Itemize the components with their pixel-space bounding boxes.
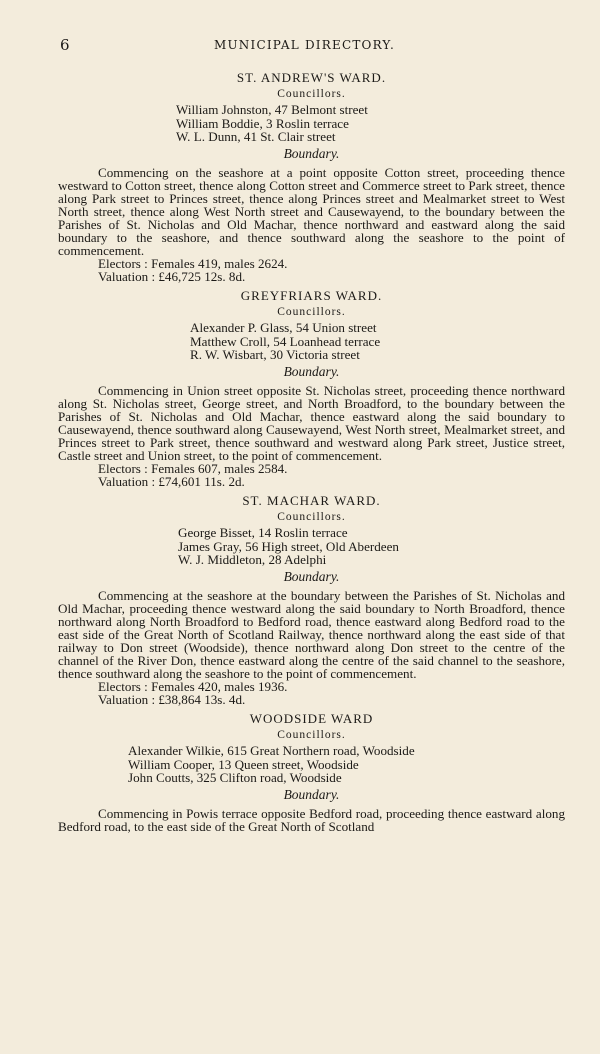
councillor-entry: Alexander Wilkie, 615 Great Northern road, Woodside	[128, 743, 415, 759]
running-title: MUNICIPAL DIRECTORY.	[214, 38, 396, 52]
boundary-description: Commencing in Powis terrace opposite Bedford road, proceeding thence eastward along Bedford road, to the east side of the Great North of Scotland	[58, 805, 565, 834]
page-number: 6	[60, 36, 70, 54]
ward-title: GREYFRIARS WARD.	[240, 288, 383, 304]
valuation-line: Valuation : £46,725 12s. 8d.	[98, 269, 246, 285]
councillors-heading: Councillors.	[277, 306, 346, 319]
electors-line: Electors : Females 420, males 1936.	[98, 679, 288, 695]
ward-section-st-andrews	[58, 70, 565, 283]
councillor-list	[58, 103, 565, 144]
councillor-entry: W. J. Middleton, 28 Adelphi	[178, 552, 327, 568]
valuation-line: Valuation : £74,601 11s. 2d.	[98, 474, 245, 490]
valuation-line: Valuation : £38,864 13s. 4d.	[98, 692, 246, 708]
ward-section-woodside	[58, 711, 565, 833]
councillor-entry: William Cooper, 13 Queen street, Woodside	[128, 756, 359, 772]
councillor-entry: W. L. Dunn, 41 St. Clair street	[176, 129, 336, 144]
boundary-description: Commencing at the seashore at the boundary between the Parishes of St. Nicholas and Old Machar, proceeding thence westward along the said boundary to North Broadford, thence northward along North Broadford to Bedford road, thence eastward along Bedford road to the east side of the Great North of Scotland Railway, thence northward along the east side of that railway to Don street (Woodside), thence northward along Don street to the centre of the channel of the River Don, thence eastward along the centre of the said channel to the seashore, thence southward along the seashore to the point of commencement.	[58, 587, 565, 682]
boundary-description: Commencing on the seashore at a point opposite Cotton street, proceeding thence westward to Cotton street, thence along Cotton street and Commerce street to Park street, thence along Park street to Princes street, thence along Princes street and Mealmarket street to West North street, thence along West North street and Causewayend, to the boundary between the Parishes of St. Nicholas and Old Machar, thence northward and eastward along the said boundary to the seashore, and thence southward along the seashore to the point of commencement.	[58, 164, 565, 259]
councillor-list	[58, 744, 565, 785]
councillor-entry: Matthew Croll, 54 Loanhead terrace	[190, 333, 381, 349]
page-content	[58, 70, 565, 838]
boundary-heading: Boundary.	[283, 363, 340, 379]
councillor-entry: William Boddie, 3 Roslin terrace	[176, 115, 349, 131]
boundary-heading: Boundary.	[283, 786, 340, 802]
councillors-heading: Councillors.	[277, 511, 346, 524]
councillor-list	[58, 526, 565, 567]
boundary-description: Commencing in Union street opposite St. Nicholas street, proceeding thence northward along St. Nicholas street, George street, and North Broadford, to the boundary between the Parishes of St. Nicholas and Old Machar, thence eastward along the said boundary to Causewayend, thence southward along Causewayend, West North street, Mealmarket street, and Princes street to Park street, thence southward and westward along Park street, Justice street, Castle street and Union street, to the point of commencement.	[58, 382, 565, 464]
councillor-list	[58, 321, 565, 362]
councillor-entry: John Coutts, 325 Clifton road, Woodside	[128, 770, 342, 786]
electors-line: Electors : Females 419, males 2624.	[98, 256, 288, 272]
councillors-heading: Councillors.	[277, 729, 346, 742]
councillors-heading: Councillors.	[277, 88, 346, 100]
councillor-entry: James Gray, 56 High street, Old Aberdeen	[178, 538, 399, 554]
boundary-heading: Boundary.	[283, 145, 340, 161]
ward-section-greyfriars	[58, 288, 565, 488]
ward-section-st-machar	[58, 493, 565, 706]
councillor-entry: George Bisset, 14 Roslin terrace	[178, 525, 348, 541]
electors-line: Electors : Females 607, males 2584.	[98, 461, 288, 477]
ward-title: ST. ANDREW'S WARD.	[236, 70, 387, 85]
page-header	[0, 36, 600, 56]
boundary-heading: Boundary.	[283, 568, 340, 584]
councillor-entry: William Johnston, 47 Belmont street	[176, 102, 368, 117]
councillor-entry: Alexander P. Glass, 54 Union street	[190, 320, 377, 336]
ward-title: ST. MACHAR WARD.	[242, 493, 381, 509]
councillor-entry: R. W. Wisbart, 30 Victoria street	[190, 347, 360, 363]
ward-title: WOODSIDE WARD	[249, 711, 374, 727]
